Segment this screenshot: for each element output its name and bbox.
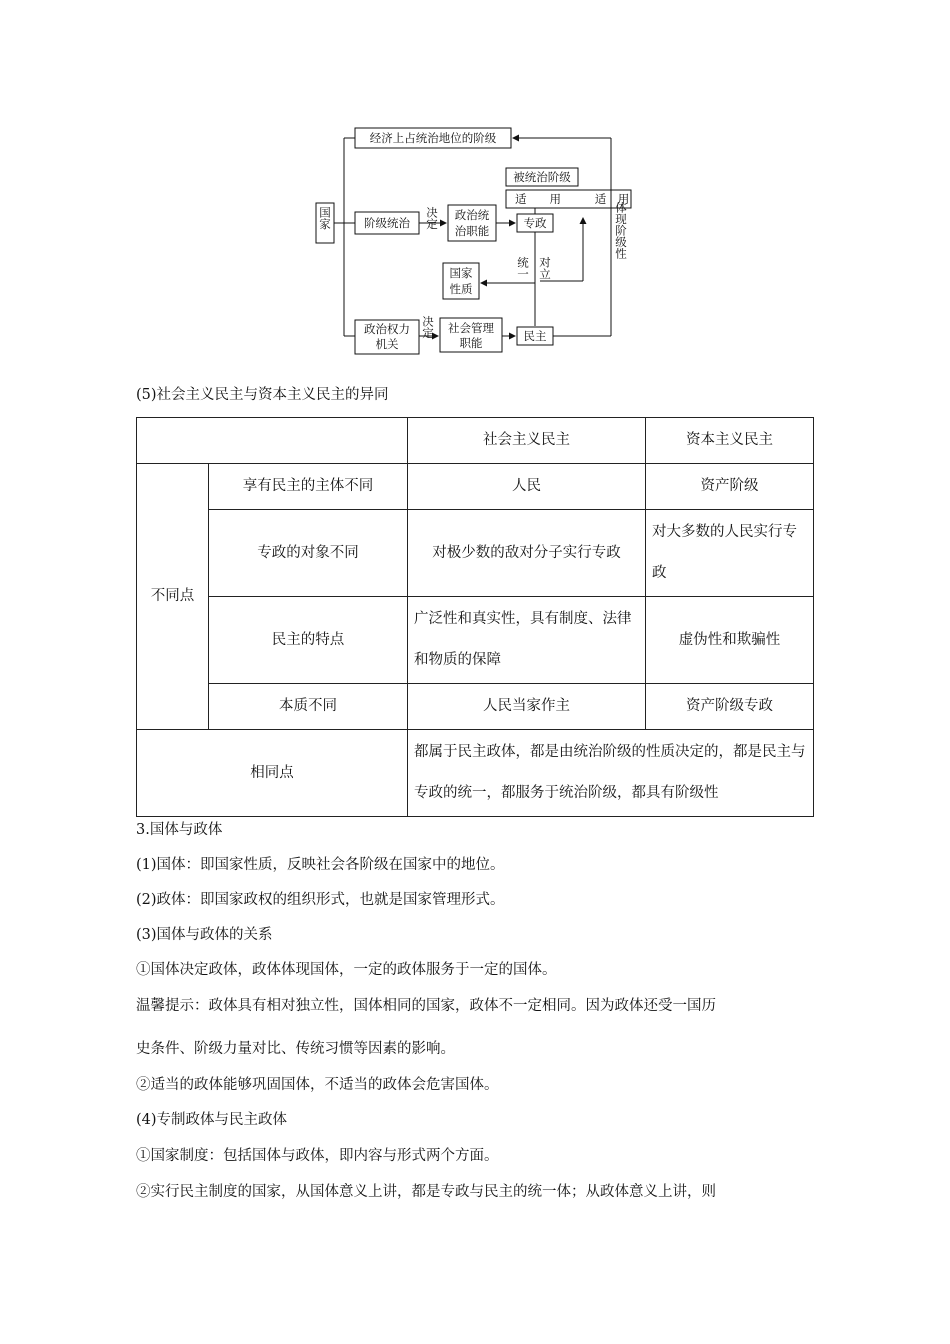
capitalist-cell: 虚伪性和欺骗性: [646, 597, 814, 684]
socialist-cell: 对极少数的敌对分子实行专政: [408, 510, 646, 597]
paragraph: (4)专制政体与民主政体: [136, 1112, 288, 1128]
aspect-cell: 本质不同: [209, 684, 408, 730]
comparison-table: [136, 417, 814, 817]
label-embody-class: 体现阶级性: [614, 201, 628, 259]
label-oppose: 对立: [538, 256, 552, 280]
label-unity: 统一: [516, 256, 530, 280]
node-democracy: 民主: [523, 329, 547, 343]
label-decide-2: 决定: [421, 315, 435, 339]
label-decide: 决定: [425, 206, 439, 230]
section-heading: 3.国体与政体: [136, 822, 223, 838]
socialist-cell: 人民当家作主: [408, 684, 646, 730]
aspect-cell: 民主的特点: [209, 597, 408, 684]
paragraph: 史条件、阶级力量对比、传统习惯等因素的影响。: [136, 1041, 455, 1057]
same-text: 都属于民主政体，都是由统治阶级的性质决定的，都是民主与专政的统一，都服务于统治阶级，都具有阶级性: [408, 730, 814, 817]
node-ruling-class: 经济上占统治地位的阶级: [369, 131, 497, 145]
paragraph: (2)政体：即国家政权的组织形式，也就是国家管理形式。: [136, 892, 505, 908]
aspect-cell: 专政的对象不同: [209, 510, 408, 597]
node-organ-2: 机关: [375, 337, 399, 351]
capitalist-cell: 对大多数的人民实行专政: [646, 510, 814, 597]
table-caption: (5)社会主义民主与资本主义民主的异同: [136, 387, 389, 403]
node-social-function-2: 职能: [459, 336, 483, 350]
node-nature-1: 国家: [449, 266, 473, 280]
capitalist-cell: 资产阶级专政: [646, 684, 814, 730]
paragraph: ②适当的政体能够巩固国体，不适当的政体会危害国体。: [136, 1077, 499, 1093]
header-socialist: 社会主义民主: [408, 418, 646, 464]
node-political-function-1: 政治统: [454, 208, 490, 222]
capitalist-cell: 资产阶级: [646, 464, 814, 510]
node-nature-2: 性质: [449, 282, 473, 296]
paragraph: ①国体决定政体，政体体现国体，一定的政体服务于一定的国体。: [136, 962, 557, 978]
node-political-function-2: 治职能: [454, 224, 490, 238]
node-ruled-class: 被统治阶级: [513, 170, 571, 184]
node-dictatorship: 专政: [523, 216, 547, 230]
paragraph: (1)国体：即国家性质，反映社会各阶级在国家中的地位。: [136, 857, 505, 873]
aspect-cell: 享有民主的主体不同: [209, 464, 408, 510]
paragraph: (3)国体与政体的关系: [136, 927, 273, 943]
label-apply-right: 适 用: [594, 192, 630, 206]
header-capitalist: 资本主义民主: [646, 418, 814, 464]
diff-label: 不同点: [137, 464, 209, 730]
header-empty: [137, 418, 408, 464]
socialist-cell: 人民: [408, 464, 646, 510]
label-apply-left: 适 用: [515, 192, 561, 206]
paragraph: 温馨提示：政体具有相对独立性，国体相同的国家，政体不一定相同。因为政体还受一国历: [136, 998, 716, 1014]
node-class-rule: 阶级统治: [364, 216, 410, 230]
node-organ-1: 政治权力: [364, 322, 410, 336]
node-state: 国家: [318, 206, 332, 230]
same-label: 相同点: [137, 730, 408, 817]
state-structure-diagram: [300, 118, 640, 363]
socialist-cell: 广泛性和真实性，具有制度、法律和物质的保障: [408, 597, 646, 684]
paragraph: ②实行民主制度的国家，从国体意义上讲，都是专政与民主的统一体；从政体意义上讲，则: [136, 1184, 716, 1200]
paragraph: ①国家制度：包括国体与政体，即内容与形式两个方面。: [136, 1148, 499, 1164]
node-social-function-1: 社会管理: [448, 321, 494, 335]
